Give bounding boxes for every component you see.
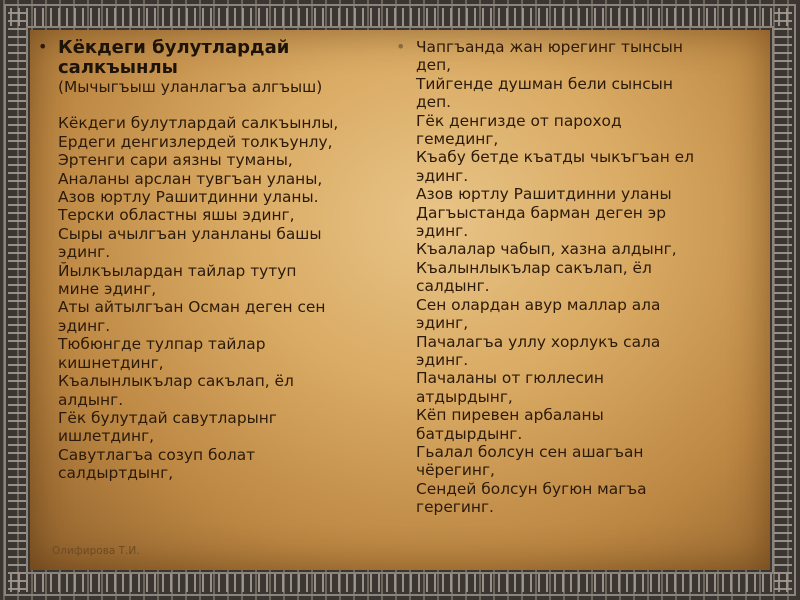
verse-line: эдинг. <box>58 243 111 262</box>
verse-line: Сен олардан авур маллар ала <box>416 295 661 314</box>
verse-line: Чапгъанда жан юрегинг тынсын <box>416 38 683 56</box>
verse-line: кишнетдинг, <box>58 353 164 372</box>
verse-line: салдыртдынг, <box>58 464 174 483</box>
verse-line: Кёп пиревен арбаланы <box>416 406 604 425</box>
left-verse <box>58 114 404 482</box>
verse-line: Йылкъылардан тайлар тутуп <box>58 261 297 280</box>
verse-line: Азов юртлу Рашитдинни уланы. <box>58 188 319 207</box>
verse-line: Кёкдеги булутлардай салкъынлы, <box>58 114 339 133</box>
verse-line: Гьалал болсун сен ашагъан <box>416 442 644 461</box>
verse-line: эдинг. <box>58 316 111 335</box>
verse-line: Эртенги сари аязны туманы, <box>58 151 293 170</box>
greek-key-border-right <box>774 8 792 592</box>
title-line-1: Кёкдеги булутлардай <box>58 37 290 58</box>
verse-line: Савутлагъа созуп болат <box>58 445 256 464</box>
parchment-panel <box>30 30 770 570</box>
verse-line: Пачаланы от гюллесин <box>416 369 604 388</box>
verse-line: Гёк денгизде от пароход <box>416 111 622 130</box>
verse-line: алдынг. <box>58 390 124 409</box>
verse-line: Къалынлыкълар сакълап, ёл <box>416 258 652 277</box>
verse-line: чёрегинг, <box>416 461 495 480</box>
verse-line: эдинг. <box>416 350 469 369</box>
verse-line: салдынг. <box>416 277 490 296</box>
verse-line: Гёк булутдай савутларынг <box>58 408 277 427</box>
verse-line: Дагъыстанда барман деген эр <box>416 203 666 222</box>
verse-line: Ердеги денгизлердей толкъунлу, <box>58 132 333 151</box>
verse-line: Аты айтылгъан Осман деген сен <box>58 298 326 317</box>
verse-line: эдинг. <box>416 166 469 185</box>
author-credit: Олифирова Т.И. <box>52 545 140 557</box>
verse-line: Къалынлыкълар сакълап, ёл <box>58 372 294 391</box>
verse-line: Аналаны арслан тувгъан уланы, <box>58 169 323 188</box>
title-line-2: салкъынлы <box>58 57 178 78</box>
left-column <box>38 37 404 483</box>
verse-line: Терски областны яшы эдинг, <box>58 206 295 225</box>
poem-subtitle: (Мычыгъыш уланлагъа алгъыш) <box>58 78 323 96</box>
verse-line: Пачалагъа уллу хорлукъ сала <box>416 332 661 351</box>
verse-line: атдырдынг, <box>416 387 513 406</box>
verse-line: гемединг, <box>416 130 499 149</box>
right-verse <box>416 38 762 517</box>
verse-line: Сыры ачылгъан уланланы башы <box>58 224 322 243</box>
verse-line: ишлетдинг, <box>58 427 155 446</box>
verse-line: Азов юртлу Рашитдинни уланы <box>416 185 672 204</box>
greek-key-border-left <box>8 8 26 592</box>
bullet-right: • <box>396 37 406 56</box>
verse-line: эдинг, <box>416 314 469 333</box>
poem-title <box>58 38 404 78</box>
verse-line: батдырдынг. <box>416 424 523 443</box>
verse-line: Тийгенде душман бели сынсын <box>416 74 673 93</box>
greek-key-border-top <box>8 8 792 26</box>
verse-line: деп, <box>416 56 452 75</box>
verse-line: эдинг. <box>416 222 469 241</box>
verse-line: Сендей болсун бугюн магъа <box>416 479 647 498</box>
right-column <box>396 37 762 517</box>
verse-line: деп. <box>416 93 452 112</box>
verse-line: Тюбюнгде тулпар тайлар <box>58 335 266 354</box>
greek-key-border-bottom <box>8 574 792 592</box>
verse-line: мине эдинг, <box>58 280 157 299</box>
verse-line: Къабу бетде къатды чыкъгъан ел <box>416 148 694 167</box>
bullet-left: • <box>38 37 48 56</box>
verse-line: герегинг. <box>416 498 494 517</box>
verse-line: Къалалар чабып, хазна алдынг, <box>416 240 677 259</box>
